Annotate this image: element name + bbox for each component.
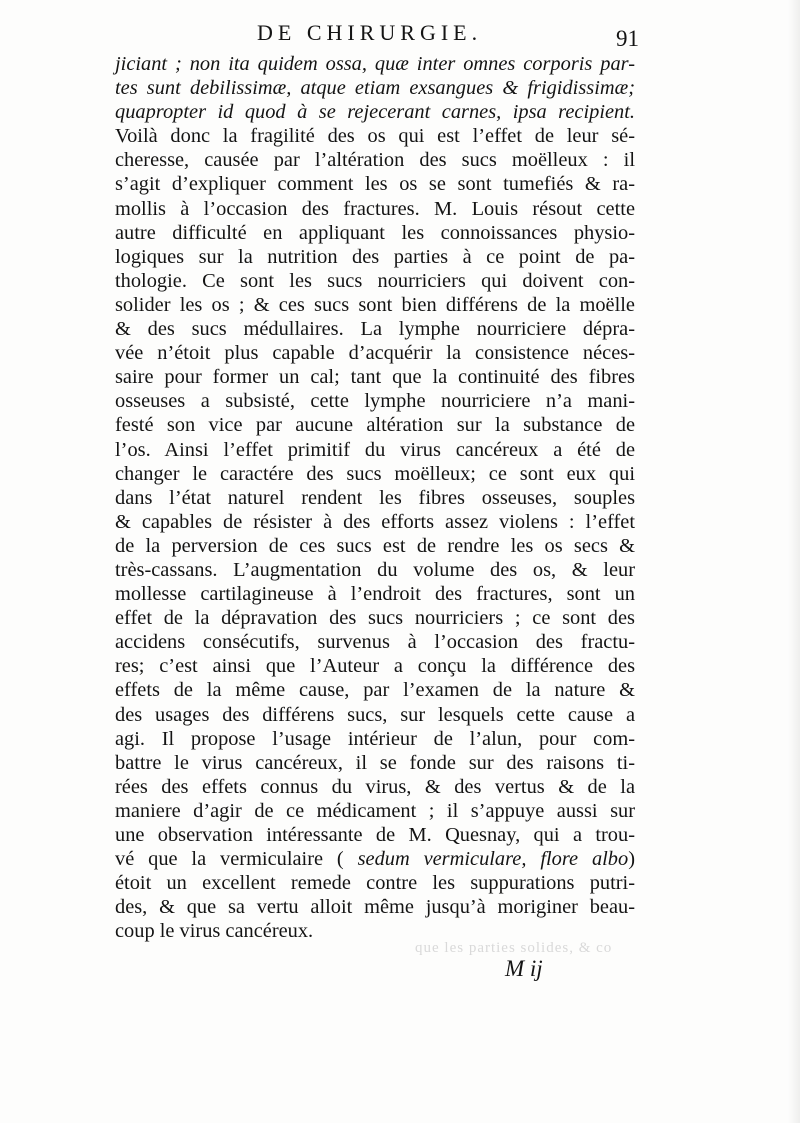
text-line: très-cassans. L’augmentation du volume des os, & leur xyxy=(115,558,635,581)
text-line xyxy=(115,847,635,871)
text-line: tes sunt debilissimæ, atque etiam exsangues & frigidissimæ; xyxy=(115,77,635,100)
text-line: s’agit d’expliquer comment les os se sont tumefiés & ra- xyxy=(115,173,635,196)
text-line: rées des effets connus du virus, & des vertus & de la xyxy=(115,775,635,798)
text-line: jiciant ; non ita quidem ossa, quæ inter omnes corporis par- xyxy=(115,53,635,75)
text-line: de la perversion de ces sucs est de rendre les os secs & xyxy=(115,534,635,557)
text-line: solider les os ; & ces sucs sont bien différens de la moëlle xyxy=(115,293,635,316)
text-line: & des sucs médullaires. La lymphe nourriciere dépra- xyxy=(115,318,635,341)
text-line: accidens consécutifs, survenus à l’occasion des fractu- xyxy=(115,631,635,654)
page-edge-shadow xyxy=(788,0,800,1123)
signature-mark: M ij xyxy=(505,956,543,981)
page-number: 91 xyxy=(616,26,639,51)
text-line: des usages des différens sucs, sur lesquels cette cause a xyxy=(115,703,635,726)
text-line: agi. Il propose l’usage intérieur de l’alun, pour com- xyxy=(115,727,635,750)
text-line: quapropter id quod à se rejecerant carnes, ipsa recipient. xyxy=(115,101,635,124)
text-line: maniere d’agir de ce médicament ; il s’appuye aussi sur xyxy=(115,799,635,822)
text-line: logiques sur la nutrition des parties à ce point de pa- xyxy=(115,245,635,268)
text-line: vée n’étoit plus capable d’acquérir la consistence néces- xyxy=(115,342,635,365)
text-line: mollis à l’occasion des fractures. M. Louis résout cette xyxy=(115,197,635,220)
running-title: DE CHIRURGIE. xyxy=(257,20,483,45)
text-line: saire pour former un cal; tant que la continuité des fibres xyxy=(115,366,635,389)
text-line: effet de la dépravation des sucs nourriciers ; ce sont des xyxy=(115,607,635,630)
body-text xyxy=(115,52,635,943)
text-line: des, & que sa vertu alloit même jusqu’à moriginer beau- xyxy=(115,896,635,919)
italic-segment: sedum vermiculare, flore albo xyxy=(357,848,629,871)
text-line: dans l’état naturel rendent les fibres osseuses, souples xyxy=(115,486,635,509)
text-line: effets de la même cause, par l’examen de la nature & xyxy=(115,679,635,702)
text-line: coup le virus cancéreux. xyxy=(115,920,314,943)
text-line: changer le caractére des sucs moëlleux; ce sont eux qui xyxy=(115,462,635,485)
text-line: une observation intéressante de M. Quesnay, qui a trou- xyxy=(115,824,635,846)
text-line: osseuses a subsisté, cette lymphe nourriciere n’a mani- xyxy=(115,390,635,413)
text-line: étoit un excellent remede contre les suppurations putri- xyxy=(115,872,635,895)
text-line: autre difficulté en appliquant les connoissances physio- xyxy=(115,221,635,244)
roman-segment: ) xyxy=(628,848,635,871)
text-line: & capables de résister à des efforts assez violens : l’effet xyxy=(115,510,635,533)
text-line: battre le virus cancéreux, il se fonde sur des raisons ti- xyxy=(115,751,635,774)
text-line: Voilà donc la fragilité des os qui est l’effet de leur sé- xyxy=(115,125,635,148)
text-line: thologie. Ce sont les sucs nourriciers qui doivent con- xyxy=(115,269,635,292)
roman-segment: vé que la vermiculaire ( xyxy=(115,848,358,871)
text-line: l’os. Ainsi l’effet primitif du virus cancéreux a été de xyxy=(115,438,635,461)
text-line: res; c’est ainsi que l’Auteur a conçu la différence des xyxy=(115,655,635,678)
text-line: mollesse cartilagineuse à l’endroit des fractures, sont un xyxy=(115,583,635,606)
page-header xyxy=(0,14,800,54)
bleed-through-text: que les parties solides, & co xyxy=(415,940,613,956)
text-line: festé son vice par aucune altération sur la substance de xyxy=(115,414,635,437)
text-line: cheresse, causée par l’altération des sucs moëlleux : il xyxy=(115,149,635,172)
